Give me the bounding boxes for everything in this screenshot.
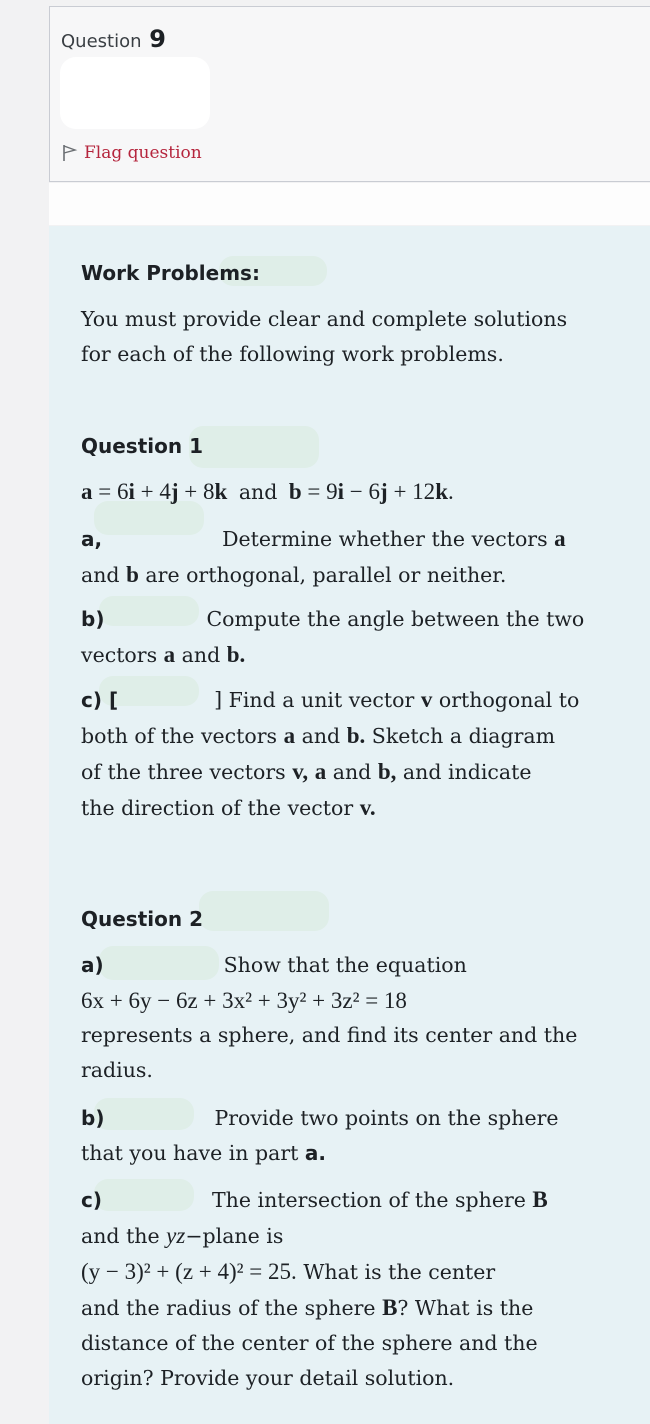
question-1-part-b: b) Compute the angle between the two vectors a and b. (81, 607, 585, 667)
intro-line: You must provide clear and complete solutions (81, 307, 568, 331)
question-number (61, 25, 166, 53)
question-1-title: Question 1 (81, 434, 203, 458)
intro-text (81, 302, 626, 372)
question-2-part-a: a) Show that the equation 6x + 6y − 6z + 3x² + 3y² + 3z² = 18 represents a sphere, and find its center and the radius. (81, 948, 626, 1088)
question-2-part-c: c) The intersection of the sphere B and the yz−plane is (y − 3)² + (z + 4)² = 25. What is the center and the radius of the sphere B? What is the distance of the center of the sphere and the origin? Provide your detail solution. (81, 1187, 548, 1390)
redacted-area (60, 57, 210, 129)
page (13, 0, 643, 1424)
intro-line: for each of the following work problems. (81, 342, 504, 366)
question-text-area (49, 226, 650, 1424)
flag-question-label: Flag question (84, 143, 202, 163)
question-2-part-b: b) Provide two points on the sphere that you have in part a. (81, 1106, 559, 1165)
question-1-part-c: c) [ ] Find a unit vector v orthogonal to both of the vectors a and b. Sketch a diagram of the three vectors v, a and b, and indicate the direction of the vector v. (81, 687, 580, 820)
sphere-equation: 6x + 6y − 6z + 3x² + 3y² + 3z² = 18 (81, 988, 407, 1013)
circle-equation: (y − 3)² + (z + 4)² = 25. (81, 1259, 297, 1284)
spacer (49, 183, 650, 225)
work-problems-heading: Work Problems: (81, 261, 260, 285)
question-1-part-a: a, Determine whether the vectors a and b are orthogonal, parallel or neither. (81, 526, 566, 587)
question-label: Question (61, 31, 142, 52)
question-info-panel (49, 6, 650, 182)
flag-question-link[interactable] (62, 143, 202, 163)
vectors-definition: a = 6i + 4j + 8k and b = 9i − 6j + 12k. (81, 479, 454, 504)
flag-outline-icon (62, 144, 78, 162)
question-number-value: 9 (149, 25, 166, 53)
question-2-title: Question 2 (81, 907, 203, 931)
